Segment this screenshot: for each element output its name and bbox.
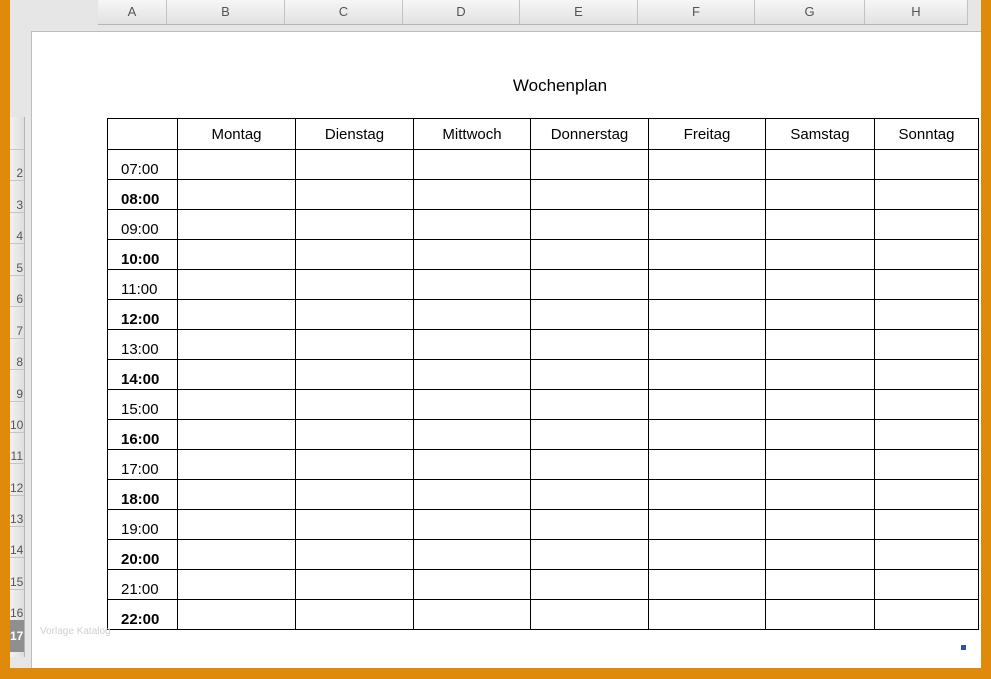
row-header-16[interactable]: 16 — [10, 606, 24, 620]
time-cell[interactable]: 13:00 — [108, 330, 178, 360]
schedule-cell[interactable] — [414, 300, 531, 330]
schedule-cell[interactable] — [766, 300, 875, 330]
schedule-cell[interactable] — [649, 150, 766, 180]
schedule-cell[interactable] — [296, 420, 414, 450]
schedule-cell[interactable] — [296, 510, 414, 540]
time-cell[interactable]: 15:00 — [108, 390, 178, 420]
schedule-cell[interactable] — [414, 570, 531, 600]
time-cell[interactable]: 16:00 — [108, 420, 178, 450]
schedule-cell[interactable] — [414, 270, 531, 300]
schedule-cell[interactable] — [296, 150, 414, 180]
column-header-g[interactable]: G — [755, 0, 865, 24]
schedule-cell[interactable] — [296, 360, 414, 390]
schedule-cell[interactable] — [875, 330, 979, 360]
schedule-cell[interactable] — [296, 330, 414, 360]
schedule-cell[interactable] — [649, 420, 766, 450]
time-cell[interactable]: 18:00 — [108, 480, 178, 510]
time-cell[interactable]: 17:00 — [108, 450, 178, 480]
column-header-e[interactable]: E — [520, 0, 638, 24]
schedule-cell[interactable] — [414, 390, 531, 420]
row-header-gutter — [10, 117, 25, 657]
row-header-8[interactable]: 8 — [16, 355, 23, 369]
day-header-donnerstag[interactable]: Donnerstag — [531, 119, 649, 150]
schedule-cell[interactable] — [296, 450, 414, 480]
time-cell[interactable]: 12:00 — [108, 300, 178, 330]
schedule-cell[interactable] — [875, 360, 979, 390]
row-header-7[interactable]: 7 — [16, 324, 23, 338]
schedule-cell[interactable] — [531, 270, 649, 300]
schedule-cell[interactable] — [414, 330, 531, 360]
page-title: Wochenplan — [512, 76, 608, 95]
time-cell[interactable]: 22:00 — [108, 600, 178, 630]
schedule-cell[interactable] — [296, 540, 414, 570]
resize-handle-icon[interactable] — [961, 645, 966, 650]
row-header-4[interactable]: 4 — [16, 229, 23, 243]
column-header-bar — [98, 0, 968, 25]
schedule-cell[interactable] — [766, 360, 875, 390]
schedule-cell[interactable] — [178, 450, 296, 480]
schedule-cell[interactable] — [649, 570, 766, 600]
schedule-cell[interactable] — [531, 600, 649, 630]
schedule-cell[interactable] — [649, 270, 766, 300]
time-cell[interactable]: 20:00 — [108, 540, 178, 570]
schedule-cell[interactable] — [766, 420, 875, 450]
time-row — [108, 510, 979, 540]
schedule-cell[interactable] — [178, 330, 296, 360]
time-cell[interactable]: 19:00 — [108, 510, 178, 540]
schedule-cell[interactable] — [178, 540, 296, 570]
schedule-cell[interactable] — [531, 420, 649, 450]
schedule-cell[interactable] — [178, 300, 296, 330]
schedule-cell[interactable] — [875, 270, 979, 300]
column-header-a[interactable]: A — [98, 0, 167, 24]
schedule-cell[interactable] — [531, 510, 649, 540]
schedule-cell[interactable] — [178, 150, 296, 180]
row-header-10[interactable]: 10 — [10, 418, 24, 432]
time-cell[interactable]: 09:00 — [108, 210, 178, 240]
schedule-cell[interactable] — [531, 150, 649, 180]
schedule-cell[interactable] — [766, 210, 875, 240]
schedule-cell[interactable] — [875, 390, 979, 420]
schedule-cell[interactable] — [649, 540, 766, 570]
schedule-cell[interactable] — [875, 510, 979, 540]
row-header-5[interactable]: 5 — [16, 261, 23, 275]
time-row — [108, 240, 979, 270]
schedule-cell[interactable] — [178, 600, 296, 630]
schedule-cell[interactable] — [875, 600, 979, 630]
schedule-cell[interactable] — [531, 390, 649, 420]
schedule-cell[interactable] — [178, 570, 296, 600]
schedule-cell[interactable] — [766, 330, 875, 360]
schedule-cell[interactable] — [414, 540, 531, 570]
time-row — [108, 390, 979, 420]
day-header-dienstag[interactable]: Dienstag — [296, 119, 414, 150]
schedule-cell[interactable] — [414, 240, 531, 270]
schedule-cell[interactable] — [531, 570, 649, 600]
schedule-cell[interactable] — [178, 510, 296, 540]
schedule-cell[interactable] — [875, 420, 979, 450]
schedule-cell[interactable] — [531, 480, 649, 510]
schedule-cell[interactable] — [766, 270, 875, 300]
schedule-cell[interactable] — [296, 600, 414, 630]
time-cell[interactable]: 21:00 — [108, 570, 178, 600]
spreadsheet-window — [10, 0, 981, 668]
schedule-cell[interactable] — [296, 180, 414, 210]
schedule-cell[interactable] — [178, 240, 296, 270]
row-header-9[interactable]: 9 — [16, 387, 23, 401]
schedule-cell[interactable] — [649, 330, 766, 360]
schedule-cell[interactable] — [414, 420, 531, 450]
schedule-cell[interactable] — [414, 450, 531, 480]
day-header-montag[interactable]: Montag — [178, 119, 296, 150]
time-row — [108, 450, 979, 480]
time-row — [108, 150, 979, 180]
row-header-6[interactable]: 6 — [16, 292, 23, 306]
time-row — [108, 570, 979, 600]
schedule-cell[interactable] — [875, 450, 979, 480]
schedule-cell[interactable] — [178, 480, 296, 510]
schedule-cell[interactable] — [178, 420, 296, 450]
schedule-cell[interactable] — [531, 450, 649, 480]
time-row — [108, 360, 979, 390]
schedule-cell[interactable] — [296, 300, 414, 330]
schedule-cell[interactable] — [766, 450, 875, 480]
schedule-cell[interactable] — [531, 360, 649, 390]
schedule-cell[interactable] — [178, 390, 296, 420]
schedule-cell[interactable] — [414, 180, 531, 210]
day-header-sonntag[interactable]: Sonntag — [875, 119, 979, 150]
schedule-cell[interactable] — [649, 600, 766, 630]
schedule-cell[interactable] — [414, 510, 531, 540]
row-header-12[interactable]: 12 — [10, 481, 24, 495]
day-header-samstag[interactable]: Samstag — [766, 119, 875, 150]
schedule-cell[interactable] — [531, 330, 649, 360]
schedule-cell[interactable] — [649, 210, 766, 240]
row-header-13[interactable]: 13 — [10, 512, 24, 526]
column-header-h[interactable]: H — [865, 0, 968, 24]
schedule-cell[interactable] — [649, 360, 766, 390]
time-row — [108, 330, 979, 360]
time-row — [108, 540, 979, 570]
time-cell[interactable]: 14:00 — [108, 360, 178, 390]
schedule-cell[interactable] — [766, 150, 875, 180]
schedule-cell[interactable] — [766, 510, 875, 540]
schedule-cell[interactable] — [296, 480, 414, 510]
time-row — [108, 210, 979, 240]
schedule-cell[interactable] — [414, 210, 531, 240]
schedule-cell[interactable] — [766, 390, 875, 420]
schedule-cell[interactable] — [875, 540, 979, 570]
schedule-cell[interactable] — [531, 210, 649, 240]
schedule-cell[interactable] — [875, 150, 979, 180]
schedule-cell[interactable] — [875, 180, 979, 210]
schedule-cell[interactable] — [414, 360, 531, 390]
schedule-cell[interactable] — [531, 540, 649, 570]
schedule-cell[interactable] — [296, 570, 414, 600]
schedule-cell[interactable] — [766, 480, 875, 510]
schedule-cell[interactable] — [766, 570, 875, 600]
time-cell[interactable]: 08:00 — [108, 180, 178, 210]
row-header-14[interactable]: 14 — [10, 543, 24, 557]
schedule-cell[interactable] — [766, 240, 875, 270]
time-row — [108, 180, 979, 210]
schedule-cell[interactable] — [875, 570, 979, 600]
time-row — [108, 300, 979, 330]
schedule-cell[interactable] — [875, 210, 979, 240]
row-header-11[interactable]: 11 — [10, 449, 23, 463]
row-header-17[interactable]: 17 — [10, 620, 24, 652]
schedule-cell[interactable] — [414, 600, 531, 630]
watermark-text: Vorlage Katalog — [40, 626, 111, 637]
time-cell[interactable]: 10:00 — [108, 240, 178, 270]
column-header-b[interactable]: B — [167, 0, 285, 24]
schedule-cell[interactable] — [296, 240, 414, 270]
corner-cell[interactable] — [108, 119, 178, 150]
schedule-cell[interactable] — [296, 270, 414, 300]
schedule-cell[interactable] — [178, 360, 296, 390]
schedule-cell[interactable] — [766, 180, 875, 210]
time-row — [108, 600, 979, 630]
day-header-freitag[interactable]: Freitag — [649, 119, 766, 150]
schedule-cell[interactable] — [178, 210, 296, 240]
column-header-d[interactable]: D — [403, 0, 520, 24]
row-header-2[interactable]: 2 — [16, 166, 23, 180]
schedule-cell[interactable] — [531, 300, 649, 330]
schedule-cell[interactable] — [414, 480, 531, 510]
schedule-cell[interactable] — [875, 240, 979, 270]
schedule-cell[interactable] — [531, 180, 649, 210]
row-header-3[interactable]: 3 — [16, 198, 23, 212]
schedule-cell[interactable] — [766, 600, 875, 630]
schedule-cell[interactable] — [178, 180, 296, 210]
week-plan-table — [107, 118, 979, 630]
time-cell[interactable]: 07:00 — [108, 150, 178, 180]
schedule-cell[interactable] — [649, 510, 766, 540]
schedule-cell[interactable] — [649, 240, 766, 270]
schedule-cell[interactable] — [649, 300, 766, 330]
schedule-cell[interactable] — [649, 450, 766, 480]
schedule-cell[interactable] — [296, 210, 414, 240]
time-row — [108, 420, 979, 450]
row-header-15[interactable]: 15 — [10, 575, 24, 589]
schedule-cell[interactable] — [649, 480, 766, 510]
column-header-f[interactable]: F — [638, 0, 755, 24]
schedule-cell[interactable] — [178, 270, 296, 300]
time-cell[interactable]: 11:00 — [108, 270, 178, 300]
schedule-cell[interactable] — [766, 540, 875, 570]
schedule-cell[interactable] — [649, 390, 766, 420]
schedule-cell[interactable] — [414, 150, 531, 180]
schedule-cell[interactable] — [531, 240, 649, 270]
day-header-mittwoch[interactable]: Mittwoch — [414, 119, 531, 150]
schedule-cell[interactable] — [296, 390, 414, 420]
column-header-c[interactable]: C — [285, 0, 403, 24]
time-row — [108, 480, 979, 510]
schedule-cell[interactable] — [875, 480, 979, 510]
time-row — [108, 270, 979, 300]
schedule-cell[interactable] — [875, 300, 979, 330]
day-header-row — [108, 119, 979, 150]
schedule-cell[interactable] — [649, 180, 766, 210]
